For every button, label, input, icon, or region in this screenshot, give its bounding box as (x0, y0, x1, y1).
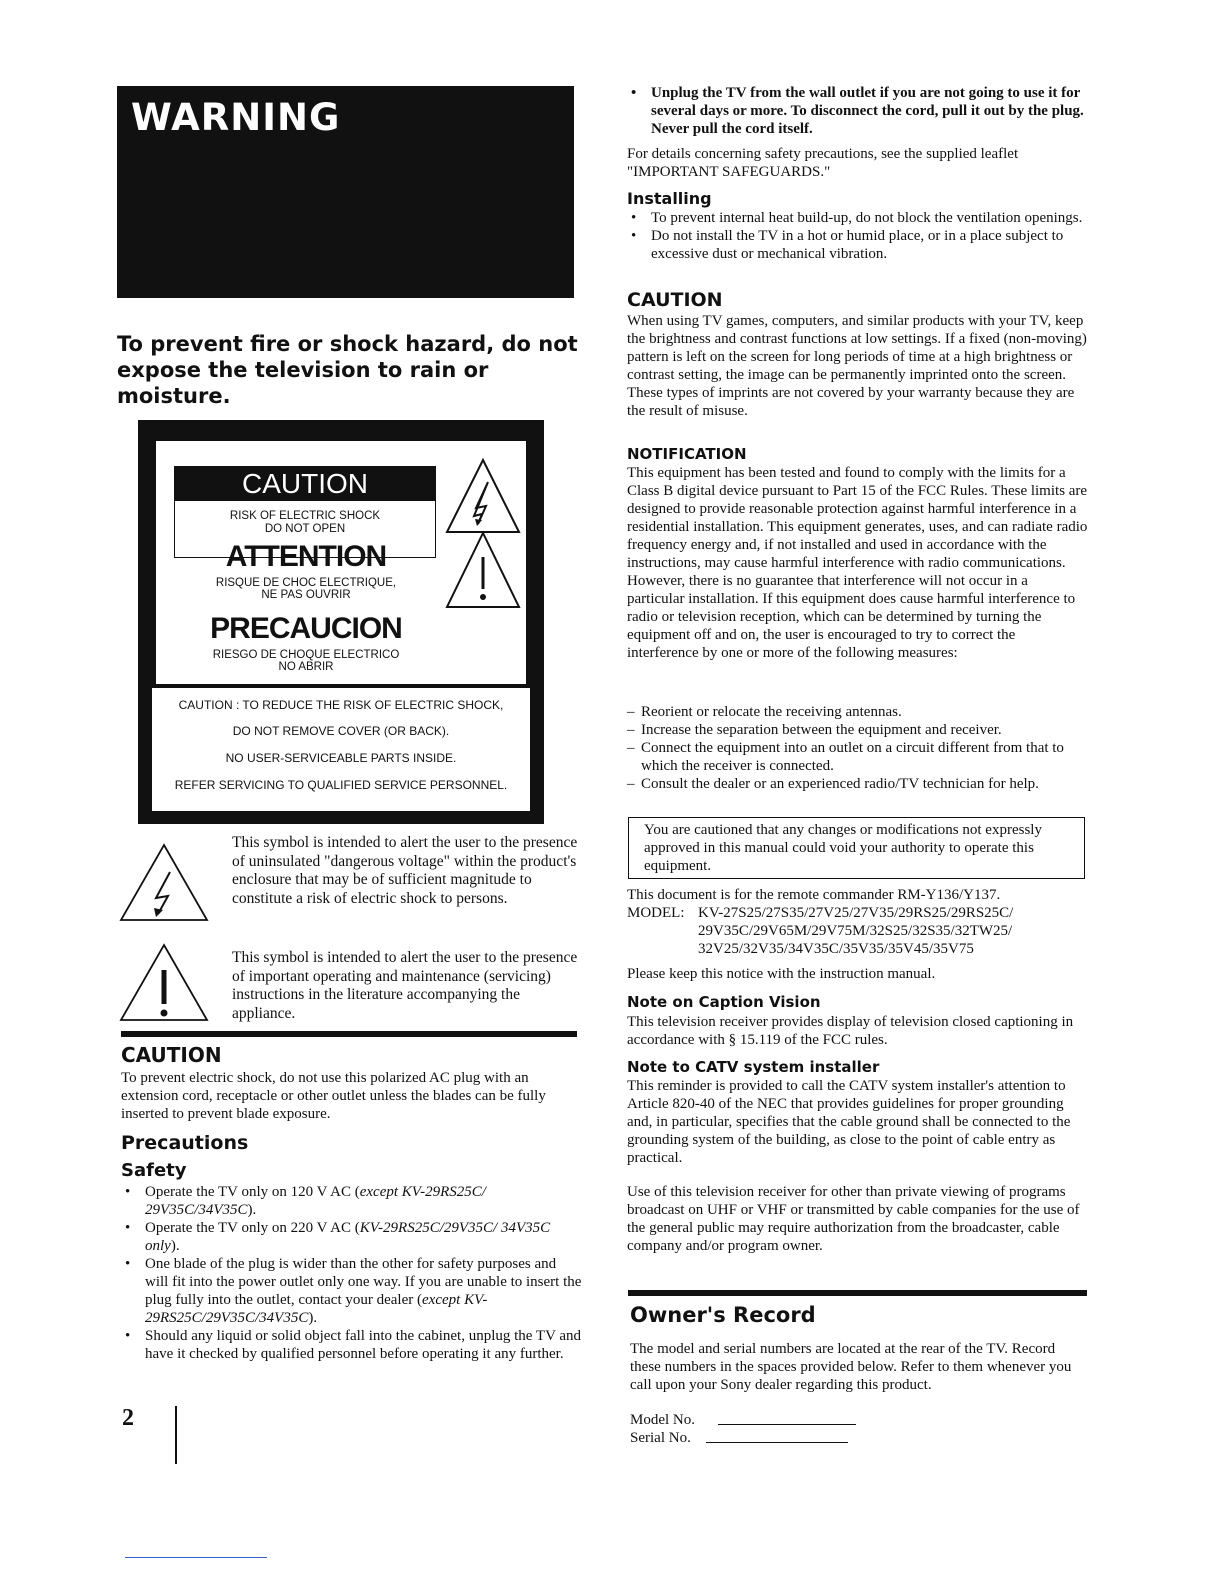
label-rule-3: NO USER-SERVICEABLE PARTS INSIDE. (225, 751, 457, 765)
model-label: MODEL: (627, 905, 685, 921)
right-caution-title: CAUTION (627, 289, 723, 311)
warning-title: WARNING (131, 96, 341, 139)
owners-divider (628, 1290, 1087, 1296)
label-upper-panel (156, 441, 526, 684)
page-number: 2 (122, 1405, 134, 1431)
exclamation-symbol-text: This symbol is intended to alert the user to the presence of important operating and maintenance (servicing) instructions in the literature accompanying the appliance. (232, 949, 578, 1022)
keep-notice: Please keep this notice with the instruction manual. (627, 966, 936, 982)
safety-list (121, 1183, 583, 1363)
section-divider (121, 1031, 577, 1037)
serial-no-label: Serial No. (630, 1430, 691, 1446)
safety-item: • One blade of the plug is wider than the other for safety purposes and will fit into the power outlet only one way. If you are unable to insert the plug fully into the outlet, contact your dealer (except KV-29RS25C/29V35C/34V35C). (121, 1255, 583, 1327)
measure-item: – Consult the dealer or an experienced radio/TV technician for help. (627, 775, 1089, 793)
document-line: This document is for the remote commander RM-Y136/Y137. (627, 887, 1001, 903)
attention-word: ATTENTION (225, 540, 387, 573)
precaucion-sub2: NO ABRIR (278, 661, 334, 673)
use-restriction-text: Use of this television receiver for other than private viewing of programs broadcast on UHF or VHF or transmitted by cable companies for the use of the general public may require authorization from the broadcaster, cable company and/or program owner. (627, 1184, 1080, 1254)
attention-sub2: NE PAS OUVRIR (261, 589, 351, 601)
serial-no-field[interactable] (706, 1442, 848, 1443)
model-line-2: 29V35C/29V65M/29V75M/32S25/32S35/32TW25/ (698, 923, 1013, 939)
safety-item: • Operate the TV only on 220 V AC (KV-29RS25C/29V35C/ 34V35C only). (121, 1219, 583, 1255)
caution-label (138, 420, 544, 824)
label-rule-2: DO NOT REMOVE COVER (OR BACK). (232, 724, 450, 738)
safeguards-note: For details concerning safety precautions, see the supplied leaflet "IMPORTANT SAFEGUARDS." (627, 146, 1019, 180)
caution-sub1: RISK OF ELECTRIC SHOCK (229, 510, 381, 522)
catv-text: This reminder is provided to call the CATV system installer's attention to Article 820-40 of the NEC that provides guidelines for proper grounding and, in particular, specifies that the cable ground shall be connected to the grounding system of the building, as close to the point of cable entry as practical. (627, 1078, 1071, 1166)
lightning-symbol-icon (118, 842, 210, 924)
notification-text: This equipment has been tested and found to comply with the limits for a Class B digital device pursuant to Part 15 of the FCC Rules. These limits are designed to provide reasonable protection against harmful interference in a residential installation. This equipment generates, uses, and can radiate radio frequency energy and, if not installed and used in accordance with the instructions, may cause harmful interference with radio communications. However, there is no guarantee that interference will not occur in a particular installation. If this equipment does cause harmful interference to radio or television reception, which can be determined by turning the equipment off and on, the user is encouraged to try to correct the interference by one or more of the following measures: (627, 465, 1088, 661)
unplug-list (627, 84, 1089, 138)
left-caution-title: CAUTION (121, 1043, 222, 1067)
label-rules-panel (152, 688, 530, 811)
exclamation-symbol-icon (118, 942, 210, 1024)
exclamation-warning-icon (444, 529, 522, 611)
label-rule-4: REFER SERVICING TO QUALIFIED SERVICE PERSONNEL. (174, 778, 508, 792)
label-rule-1: CAUTION : TO REDUCE THE RISK OF ELECTRIC SHOCK, (178, 698, 504, 712)
precaucion-sub1: RIESGO DE CHOQUE ELECTRICO (212, 649, 400, 661)
precautions-title: Precautions (121, 1132, 249, 1154)
caution-word: CAUTION (175, 467, 435, 501)
caption-vision-text: This television receiver provides display of television closed captioning in accordance with § 15.119 of the FCC rules. (627, 1014, 1074, 1048)
caution-sub2: DO NOT OPEN (264, 523, 346, 535)
modification-notice-text: You are cautioned that any changes or modifications not expressly approved in this manual could void your authority to operate this equipment. (644, 822, 1042, 874)
installing-list (627, 209, 1089, 263)
installing-item: • Do not install the TV in a hot or humid place, or in a place subject to excessive dust or mechanical vibration. (627, 227, 1089, 263)
owners-record-text: The model and serial numbers are located at the rear of the TV. Record these numbers in the spaces provided below. Refer to them whenever you call upon your Sony dealer regarding this product. (630, 1341, 1072, 1393)
precaucion-word: PRECAUCION (210, 612, 402, 645)
installing-title: Installing (627, 189, 712, 208)
voltage-symbol-text: This symbol is intended to alert the user to the presence of uninsulated "dangerous voltage" within the product's enclosure that may be of sufficient magnitude to constitute a risk of electric shock to persons. (232, 834, 578, 907)
safety-item: • Should any liquid or solid object fall into the cabinet, unplug the TV and have it checked by qualified personnel before operating it any further. (121, 1327, 583, 1363)
catv-title: Note to CATV system installer (627, 1058, 880, 1076)
bottom-blue-line (125, 1557, 267, 1558)
safety-item: • Operate the TV only on 120 V AC (except KV-29RS25C/ 29V35C/34V35C). (121, 1183, 583, 1219)
model-no-field[interactable] (718, 1424, 856, 1425)
notification-title: NOTIFICATION (627, 445, 747, 463)
lightning-warning-icon (444, 456, 522, 536)
right-caution-text: When using TV games, computers, and similar products with your TV, keep the brightness and contrast functions at low settings. If a fixed (non-moving) pattern is left on the screen for long periods of time at a high brightness or contrast setting, the image can be permanently imprinted onto the screen. These types of imprints are not covered by your warranty because they are the result of misuse. (627, 313, 1087, 419)
owners-record-title: Owner's Record (630, 1303, 816, 1327)
unplug-item: • Unplug the TV from the wall outlet if you are not going to use it for several days or more. To disconnect the cord, pull it out by the plug. Never pull the cord itself. (627, 84, 1089, 138)
model-line-3: 32V25/32V35/34V35C/35V35/35V45/35V75 (698, 941, 974, 957)
warning-banner (117, 86, 574, 298)
safety-title: Safety (121, 1160, 187, 1181)
attention-sub1: RISQUE DE CHOC ELECTRIQUE, (215, 577, 397, 589)
fire-hazard-heading: To prevent fire or shock hazard, do not expose the television to rain or moisture. (117, 332, 578, 408)
measure-item: – Connect the equipment into an outlet on a circuit different from that to which the receiver is connected. (627, 739, 1089, 775)
caption-vision-title: Note on Caption Vision (627, 993, 821, 1011)
measure-item: – Increase the separation between the equipment and receiver. (627, 721, 1089, 739)
measure-item: – Reorient or relocate the receiving antennas. (627, 703, 1089, 721)
installing-item: • To prevent internal heat build-up, do not block the ventilation openings. (627, 209, 1089, 227)
model-no-label: Model No. (630, 1412, 695, 1428)
measures-list (627, 703, 1089, 793)
modification-notice-box (628, 817, 1085, 879)
model-line-1: KV-27S25/27S35/27V25/27V35/29RS25/29RS25C/ (698, 905, 1014, 921)
page-margin-line (175, 1406, 177, 1464)
left-caution-text: To prevent electric shock, do not use this polarized AC plug with an extension cord, receptacle or other outlet unless the blades can be fully inserted to prevent blade exposure. (121, 1070, 546, 1122)
